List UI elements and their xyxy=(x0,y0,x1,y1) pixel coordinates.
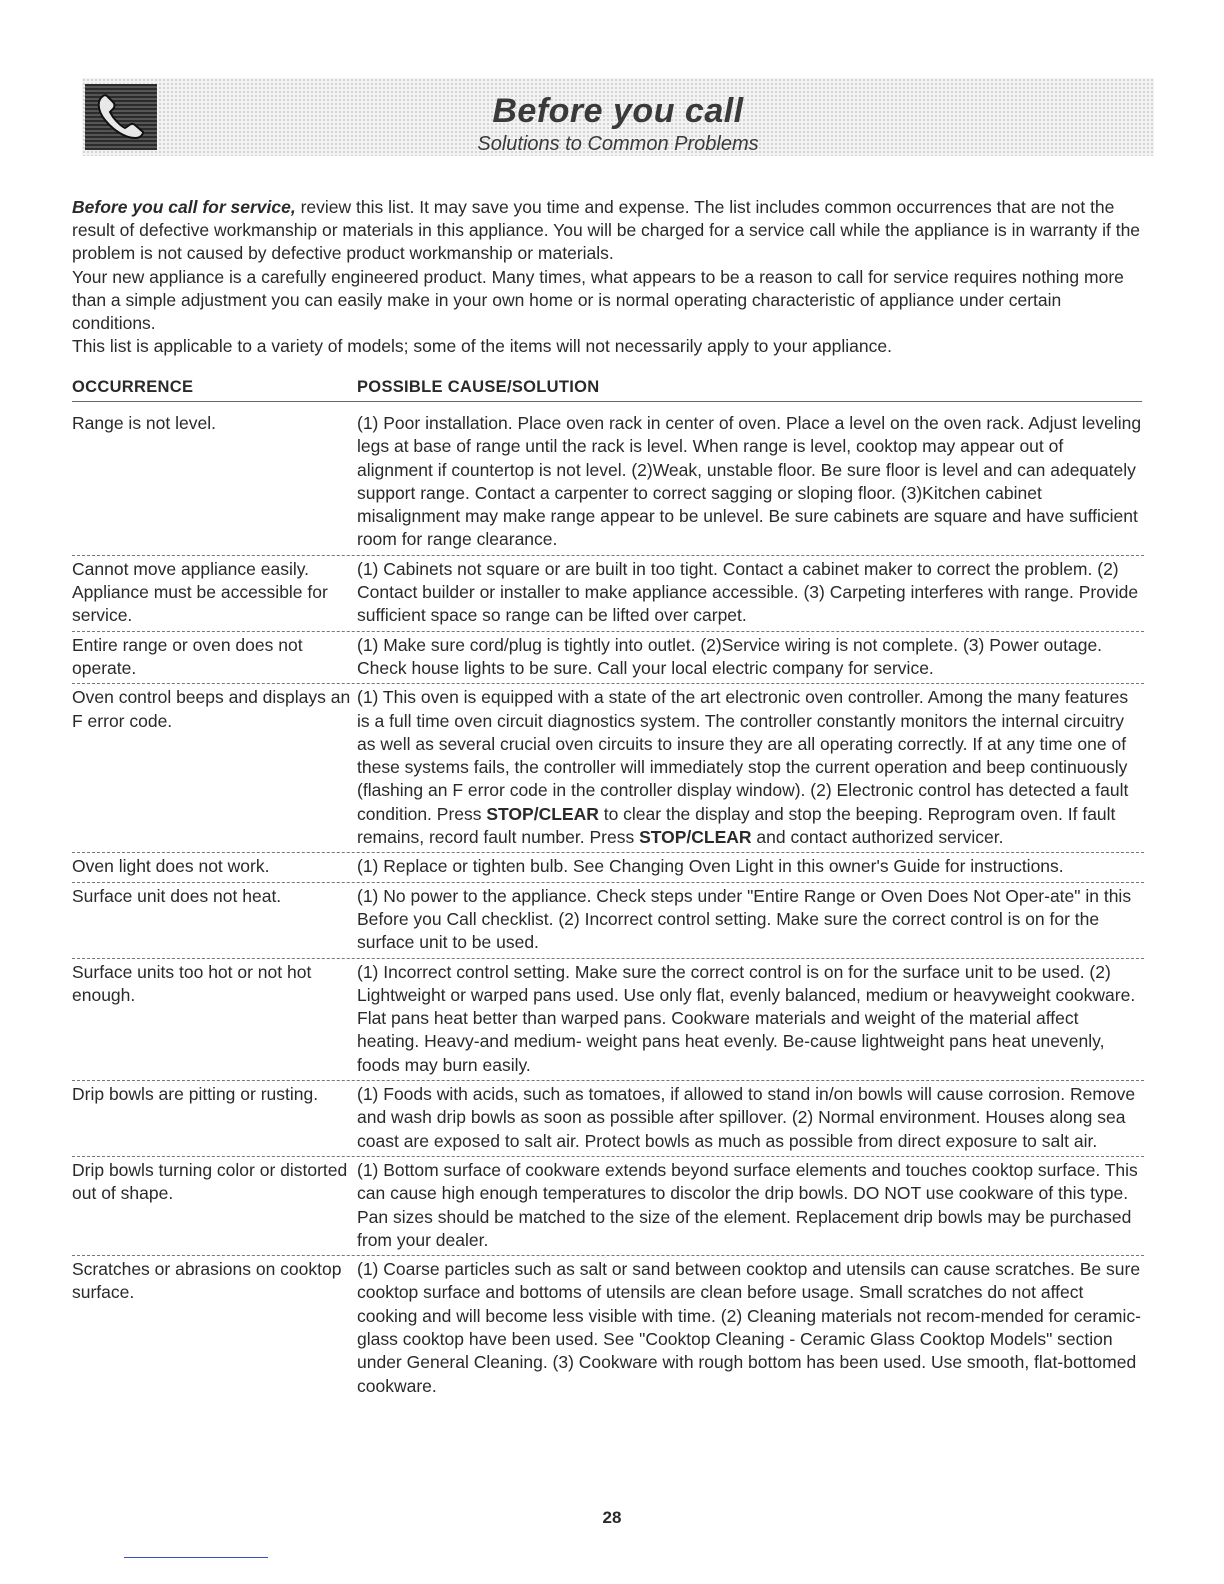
occurrence-cell: Oven light does not work. xyxy=(72,856,270,877)
solution-cell: (1) Coarse particles such as salt or sand between cooktop and utensils can cause scratches. Be sure cooktop surface and bottoms of utensils are clean before usage. Small scratches do not affect cooking and will become less visible with time. (2) Cleaning materials not recom-mended for ceramic-glass cooktop have been used. See "Cooktop Cleaning - Ceramic Glass Cooktop Models" section under General Cleaning. (3) Cookware with rough bottom has been used. Use smooth, flat-bottomed cookware. xyxy=(357,1259,1141,1396)
solution-cell: (1) Cabinets not square or are built in too tight. Contact a cabinet maker to correct the problem. (2) Contact builder or installer to make appliance accessible. (3) Carpeting interferes with range. Provide sufficient space so range can be lifted over carpet. xyxy=(357,558,1139,626)
stop-clear-key-label: STOP/CLEAR xyxy=(486,803,599,824)
intro-paragraph-1-text: review this list. It may save you time and expense. The list includes common occurrences that are not the result of defective workmanship or materials in this appliance. You will be charged for a service call while the appliance is in warranty if the problem is not caused by defective product workmanship or materials. xyxy=(72,197,1141,264)
table-row xyxy=(72,556,1144,632)
solution-text: and contact authorized servicer. xyxy=(751,827,1004,848)
solution-cell: (1) Incorrect control setting. Make sure the correct control is on for the surface unit to be used. (2) Lightweight or warped pans used. Use only flat, evenly balanced, medium or heavyweight cookware. Flat pans heat better than warped pans. Cookware materials and weight of the material affect heating. Heavy-and medium- weight pans heat evenly. Be-cause lightweight pans heat unevenly, foods may burn easily. xyxy=(357,961,1136,1075)
solution-text: to clear the display and stop the beeping. Reprogram oven. If fault remains, record fault number. Press xyxy=(357,803,1116,848)
occurrence-cell: Surface units too hot or not hot enough. xyxy=(72,961,312,1005)
occurrence-cell: Oven control beeps and displays an F error code. xyxy=(72,687,351,731)
table-row xyxy=(72,959,1144,1081)
header-divider xyxy=(72,401,1142,402)
table-row xyxy=(72,853,1144,882)
troubleshooting-table xyxy=(72,410,1144,1401)
intro-lead: Before you call for service, xyxy=(72,197,296,217)
intro-text xyxy=(72,196,1144,358)
page-title: Before you call xyxy=(492,92,744,130)
occurrence-cell: Drip bowls turning color or distorted out of shape. xyxy=(72,1159,348,1204)
table-row xyxy=(72,684,1144,853)
header-banner xyxy=(82,78,1154,156)
intro-paragraph-3: This list is applicable to a variety of models; some of the items will not necessarily apply to your appliance. xyxy=(72,336,892,357)
intro-paragraph-1 xyxy=(72,196,1144,266)
footer-rule xyxy=(124,1557,268,1558)
occurrence-cell: Drip bowls are pitting or rusting. xyxy=(72,1084,319,1105)
occurrence-cell: Cannot move appliance easily. Appliance must be accessible for service. xyxy=(72,558,328,626)
occurrence-cell: Surface unit does not heat. xyxy=(72,885,282,906)
solution-cell: (1) Bottom surface of cookware extends beyond surface elements and touches cooktop surface. This can cause high enough temperatures to discolor the drip bowls. DO NOT use cookware of this type. Pan sizes should be matched to the size of the element. Replacement drip bowls may be purchased from your dealer. xyxy=(357,1159,1138,1250)
table-row xyxy=(72,410,1144,556)
intro-paragraph-2: Your new appliance is a carefully engineered product. Many times, what appears to be a reason to call for service requires nothing more than a simple adjustment you can easily make in your own home or is normal operating characteristic of appliance under certain conditions. xyxy=(72,266,1124,334)
occurrence-cell: Range is not level. xyxy=(72,413,216,433)
stop-clear-key-label: STOP/CLEAR xyxy=(639,827,752,848)
column-header-solution: POSSIBLE CAUSE/SOLUTION xyxy=(357,378,600,396)
page-subtitle: Solutions to Common Problems xyxy=(477,133,759,155)
occurrence-cell: Entire range or oven does not operate. xyxy=(72,634,303,678)
solution-cell: (1) Make sure cord/plug is tightly into outlet. (2)Service wiring is not complete. (3) Power outage. Check house lights to be sure. Call your local electric company for service. xyxy=(357,634,1103,678)
occurrence-cell: Scratches or abrasions on cooktop surface. xyxy=(72,1259,342,1303)
column-header-occurrence: OCCURRENCE xyxy=(72,378,194,396)
table-row xyxy=(72,883,1144,959)
solution-cell: (1) Replace or tighten bulb. See Changing Oven Light in this owner's Guide for instructions. xyxy=(357,856,1064,877)
solution-cell: (1) No power to the appliance. Check steps under "Entire Range or Oven Does Not Oper-ate" in this Before you Call checklist. (2) Incorrect control setting. Make sure the correct control is on for the surface unit to be used. xyxy=(357,885,1132,953)
solution-cell: (1) Foods with acids, such as tomatoes, if allowed to stand in/on bowls will cause corrosion. Remove and wash drip bowls as soon as possible after spillover. (2) Normal environment. Houses along sea coast are exposed to salt air. Protect bowls as much as possible from direct exposure to salt air. xyxy=(357,1084,1136,1151)
table-row xyxy=(72,1157,1144,1256)
table-row xyxy=(72,1081,1144,1157)
solution-text: (1) This oven is equipped with a state of the art electronic oven controller. Among the many features is a full time oven circuit diagnostics system. The controller constantly monitors the internal circuitry as well as several crucial oven circuits to insure they are all operating correctly. If at any time one of these systems fails, the controller will immediately stop the current operation and beep continuously (flashing an F error code in the controller display window). (2) Electronic control has detected a fault condition. Press xyxy=(357,687,1129,824)
solution-cell xyxy=(357,686,1143,849)
solution-cell: (1) Poor installation. Place oven rack in center of oven. Place a level on the oven rack. Adjust leveling legs at base of range until the rack is level. When range is level, cooktop may appear out of alignment if countertop is not level. (2)Weak, unstable floor. Be sure floor is level and can adequately support range. Contact a carpenter to correct sagging or sloping floor. (3)Kitchen cabinet misalignment may make range appear to be unlevel. Be sure cabinets are square and have sufficient room for range clearance. xyxy=(357,413,1142,550)
page-number: 28 xyxy=(602,1508,622,1527)
table-row xyxy=(72,1256,1144,1401)
table-row xyxy=(72,632,1144,685)
